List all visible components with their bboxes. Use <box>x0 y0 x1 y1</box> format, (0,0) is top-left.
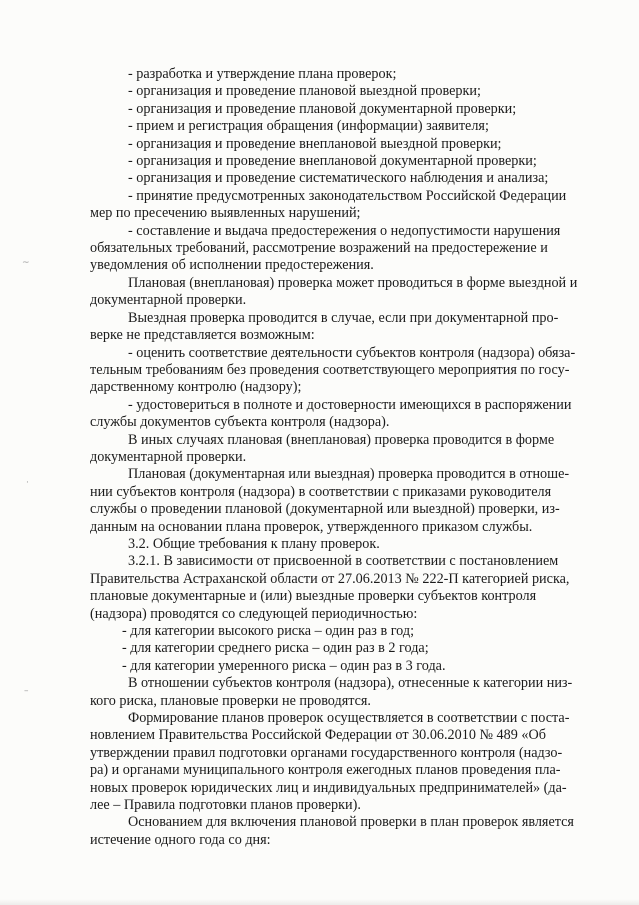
list-item-continuation: тельным требованиям без проведения соответствующего мероприятия по госу- <box>90 361 570 378</box>
list-item: - организация и проведение систематического наблюдения и анализа; <box>128 170 549 187</box>
paragraph-line: В иных случаях плановая (внеплановая) проверка проводится в форме <box>128 431 555 448</box>
paragraph-line: кого риска, плановые проверки не проводятся. <box>90 692 371 709</box>
paragraph-line: нии субъектов контроля (надзора) в соответствии с приказами руководителя <box>90 483 552 500</box>
list-item-continuation: службы документов субъекта контроля (надзора). <box>90 414 390 431</box>
paragraph-line: Формирование планов проверок осуществляется в соответствии с поста- <box>128 710 570 727</box>
paragraph-line: истечение одного года со дня: <box>90 831 271 848</box>
list-item: - разработка и утверждение плана проверок; <box>128 66 397 82</box>
paragraph-line: 3.2.1. В зависимости от присвоенной в соответствии с постановлением <box>128 553 559 570</box>
paragraph-line: документарной проверки. <box>90 292 247 309</box>
paragraph-line: Правительства Астраханской области от 27.06.2013 № 222-П категорией риска, <box>90 570 570 587</box>
list-item: - для категории среднего риска – один раз в 2 года; <box>122 640 429 657</box>
page-bottom-edge <box>0 899 639 905</box>
paragraph-line: документарной проверки. <box>90 448 247 465</box>
paragraph-line: Выездная проверка проводится в случае, если при документарной про- <box>128 309 559 326</box>
list-item: - составление и выдача предостережения о недопустимости нарушения <box>128 222 561 239</box>
paragraph-line: Основанием для включения плановой проверки в план проверок является <box>128 814 574 831</box>
list-item: - организация и проведение внеплановой выездной проверки; <box>128 135 502 152</box>
paragraph-line: (надзора) проводятся со следующей периодичностью: <box>90 605 418 622</box>
list-item: - организация и проведение плановой документарной проверки; <box>128 100 517 117</box>
list-item: - организация и проведение внеплановой документарной проверки; <box>128 153 537 170</box>
list-item: - оценить соответствие деятельности субъектов контроля (надзора) обяза- <box>128 344 576 361</box>
list-item: - для категории высокого риска – один раз в год; <box>122 623 415 639</box>
list-item-continuation: уведомления об исполнении предостережения. <box>90 257 374 274</box>
list-item-continuation: дарственному контролю (надзору); <box>90 379 302 396</box>
list-item-continuation: мер по пресечению выявленных нарушений; <box>90 205 361 222</box>
paragraph-line: данным на основании плана проверок, утвержденного приказом службы. <box>90 518 533 535</box>
paragraph-line: Плановая (внеплановая) проверка может проводиться в форме выездной и <box>128 274 578 291</box>
scan-speck: · <box>26 478 29 488</box>
list-item: - прием и регистрация обращения (информации) заявителя; <box>128 118 489 135</box>
paragraph-line: новых проверок юридических лиц и индивидуальных предпринимателей» (да- <box>90 779 567 796</box>
paragraph-line: утверждении правил подготовки органами государственного контроля (надзо- <box>90 744 563 761</box>
list-item-continuation: обязательных требований, рассмотрение возражений на предостережение и <box>90 240 548 257</box>
paragraph-line: В отношении субъектов контроля (надзора), отнесенные к категории низ- <box>128 675 573 692</box>
list-item: - для категории умеренного риска – один раз в 3 года. <box>122 657 446 674</box>
paragraph-line: Плановая (документарная или выездная) проверка проводится в отноше- <box>128 466 570 483</box>
list-item: - организация и проведение плановой выездной проверки; <box>128 83 481 100</box>
paragraph-line: плановые документарные и (или) выездные проверки субъектов контроля <box>90 588 537 605</box>
paragraph-line: новлением Правительства Российской Федерации от 30.06.2010 № 489 «Об <box>90 727 546 744</box>
paragraph-line: ра) и органами муниципального контроля ежегодных планов проведения пла- <box>90 762 561 779</box>
paragraph-line: верке не представляется возможным: <box>90 327 315 344</box>
section-heading: 3.2. Общие требования к плану проверок. <box>128 535 380 552</box>
list-item: - удостовериться в полноте и достоверности имеющихся в распоряжении <box>128 396 572 413</box>
paragraph-line: лее – Правила подготовки планов проверки). <box>90 797 361 814</box>
document-body <box>90 66 610 849</box>
scan-speck: – <box>24 686 29 696</box>
paragraph-line: службы о проведении плановой (документарной или выездной) проверки, из- <box>90 501 560 518</box>
list-item: - принятие предусмотренных законодательством Российской Федерации <box>128 187 567 204</box>
scan-speck: ~ <box>22 258 30 268</box>
